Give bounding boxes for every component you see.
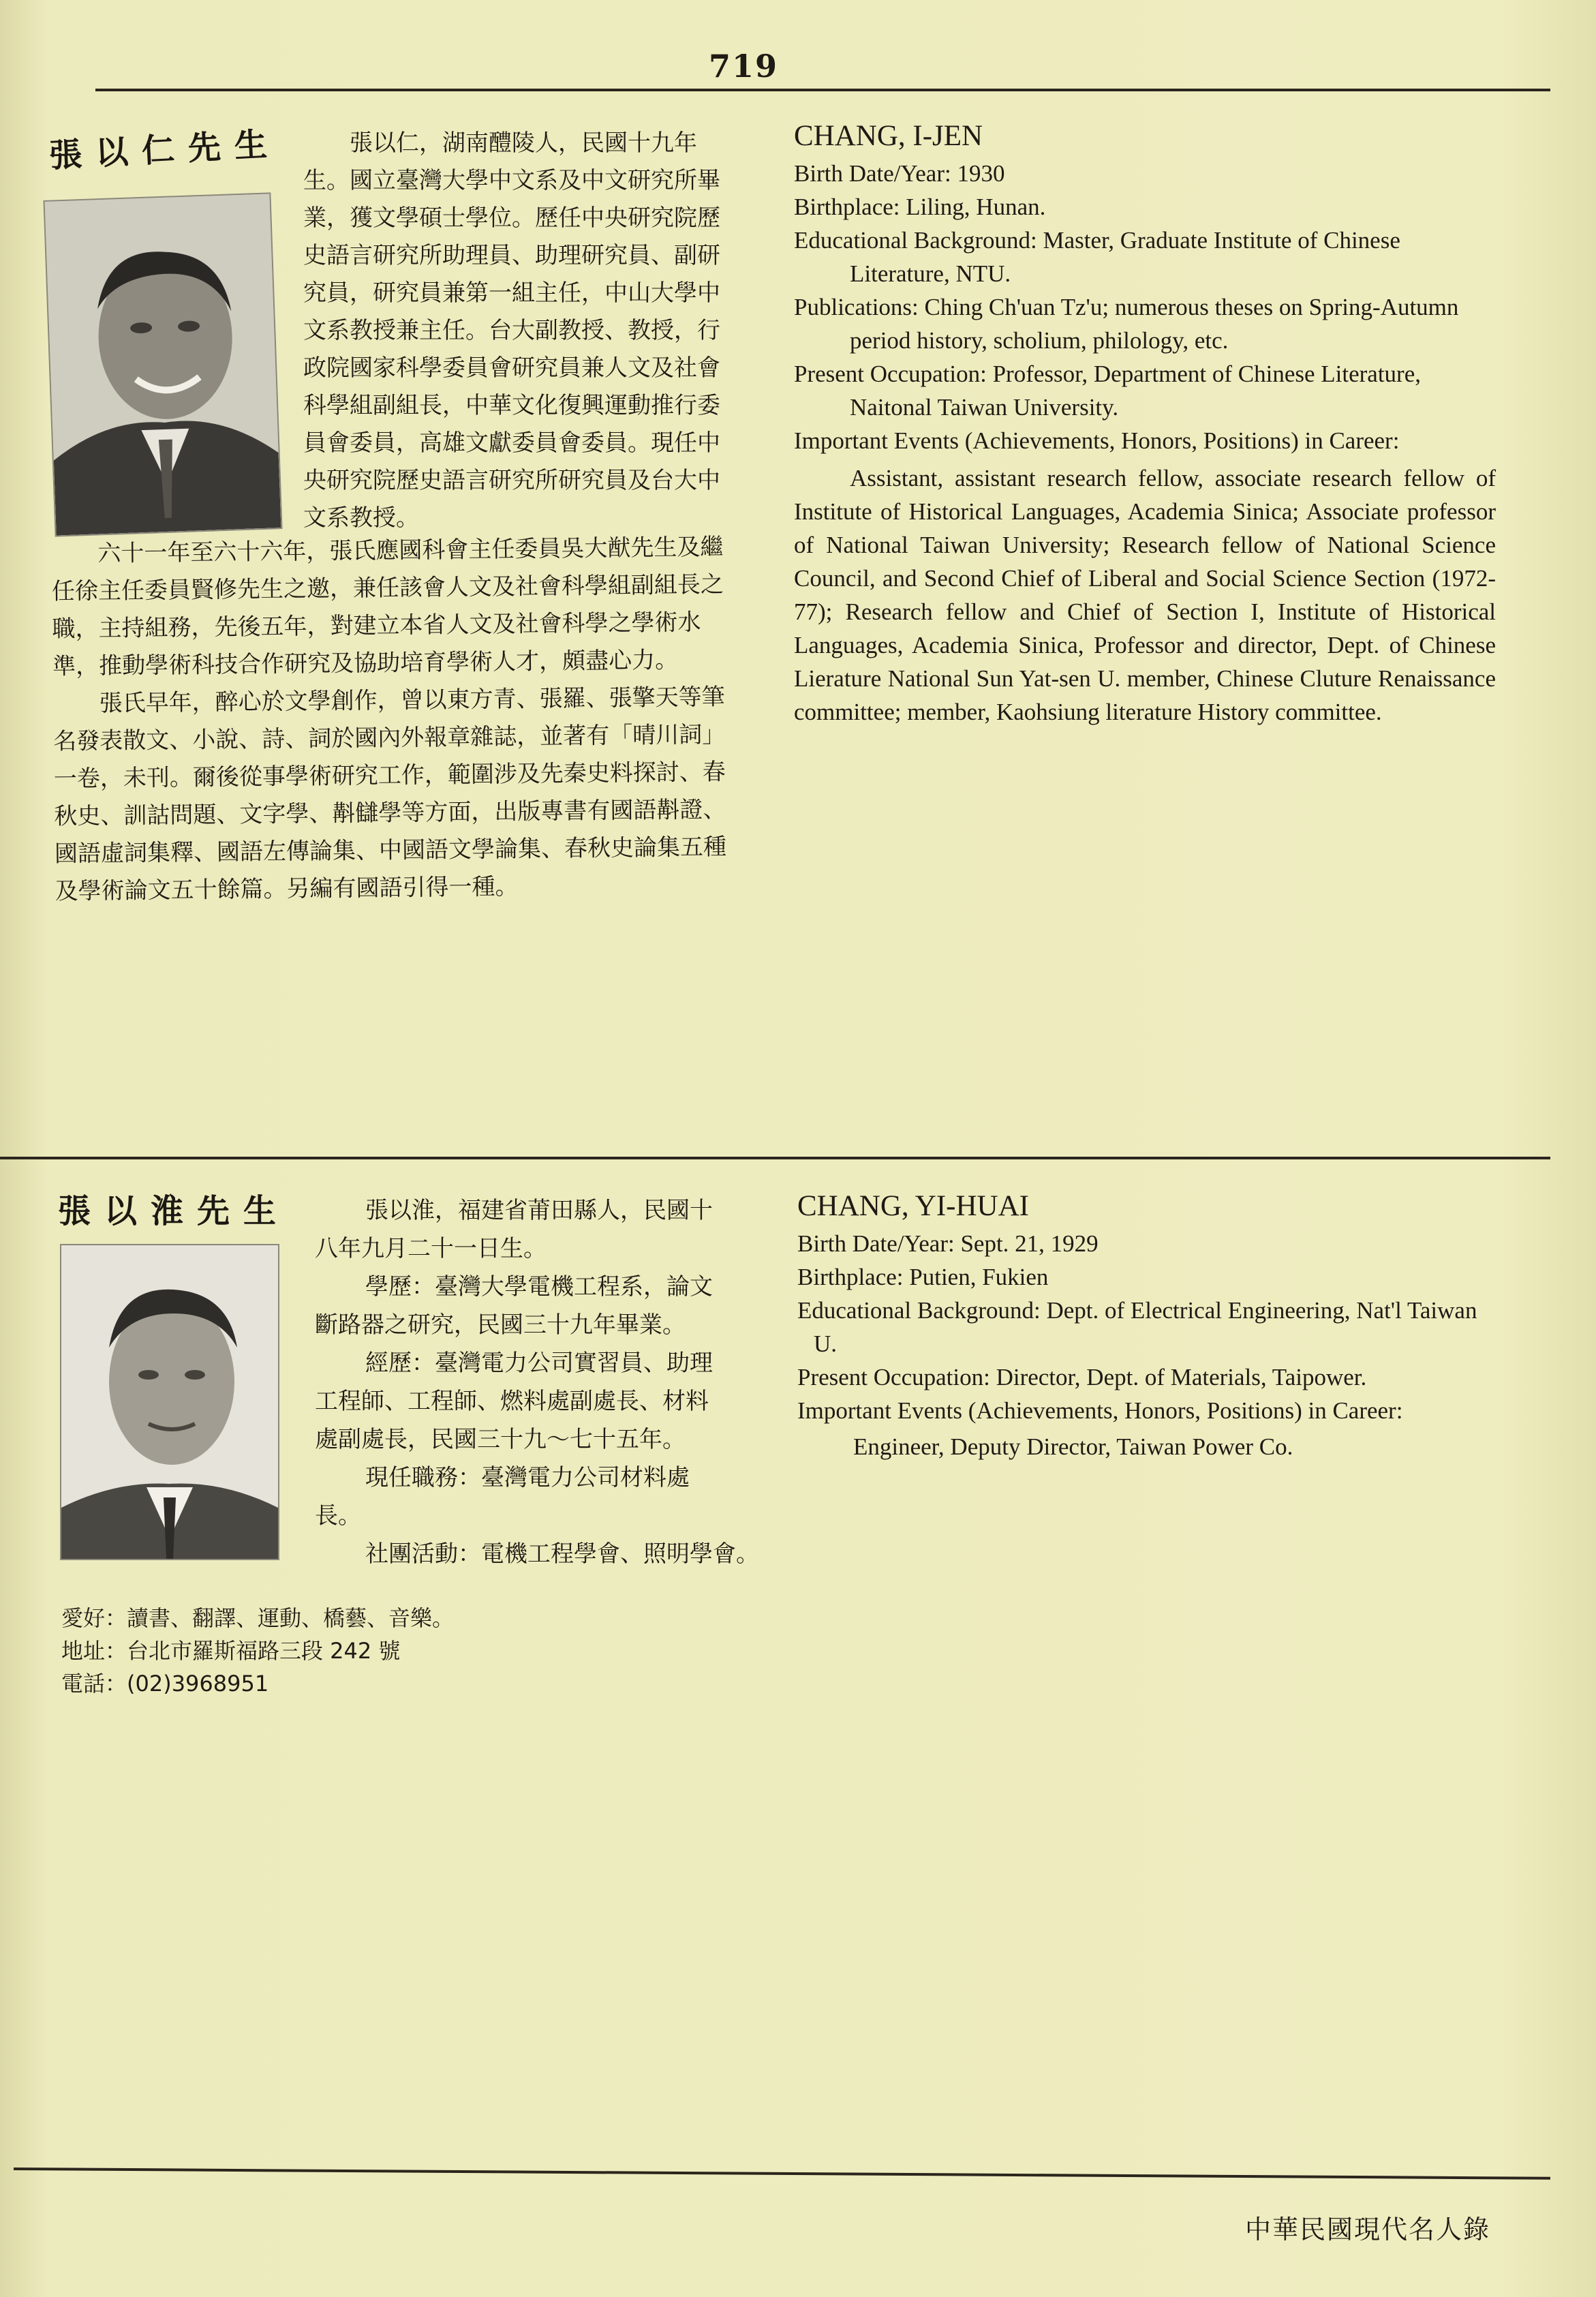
- top-rule: [95, 89, 1550, 91]
- entry2-birthplace: Birthplace: Putien, Fukien: [797, 1264, 1049, 1290]
- entry2-chinese-current-position: 現任職務：臺灣電力公司材料處長。: [315, 1464, 690, 1530]
- entry2-occupation: Present Occupation: Director, Dept. of Materials, Taipower.: [797, 1364, 1367, 1390]
- entry1-english-bio: [794, 117, 1496, 729]
- entry2-chinese-name: 張以淮先生: [58, 1192, 290, 1230]
- bleed-through-texture-top: [838, 866, 1492, 1070]
- entry2-english-bio: [797, 1187, 1499, 1463]
- entry2-events-heading: Important Events (Achievements, Honors, Positions) in Career:: [797, 1397, 1403, 1424]
- book-title-footer: 中華民國現代名人錄: [1244, 2215, 1490, 2245]
- entry2-chinese-education: 學歷：臺灣大學電機工程系，論文斷路器之研究，民國三十九年畢業。: [315, 1273, 713, 1339]
- entry2-chinese-intro: 張以淮，福建省莆田縣人，民國十八年九月二十一日生。: [315, 1197, 713, 1262]
- entry2-portrait-photo: [60, 1244, 279, 1560]
- entry2-english-name: CHANG, YI-HUAI: [797, 1190, 1029, 1222]
- entry1-chinese-paragraph-1: 張以仁，湖南醴陵人，民國十九年生。國立臺灣大學中文系及中文研究所畢業，獲文學碩士學位。歷任中央研究院歷史語言研究所助理員、助理研究員、副研究員，研究員兼第一組主任，中山大學中文系教授兼主任。台大副教授、教授，行政院國家科學委員會研究員兼人文及社會科學組副組長，中華文化復興運動推行委員會委員，高雄文獻委員會委員。現任中央研究院歷史語言研究所研究員及台大中文系教授。: [303, 130, 720, 532]
- entry1-chinese-bio-intro: [303, 125, 726, 537]
- entry1-chinese-paragraph-3: 張氏早年，醉心於文學創作，曾以東方青、張羅、張擎天等筆名發表散文、小說、詩、詞於國內外報章雜誌，並著有「晴川詞」一卷，未刊。爾後從事學術研究工作，範圍涉及先秦史料探討、春秋史、訓詁問題、文字學、斠讎學等方面，出版專書有國語斠證、國語虛詞集釋、國語左傳論集、中國語文學論集、春秋史論集五種及學術論文五十餘篇。另編有國語引得一種。: [53, 683, 727, 905]
- page-number: 719: [709, 48, 779, 85]
- entry1-chinese-paragraph-2: 六十一年至六十六年，張氏應國科會主任委員吳大猷先生及繼任徐主任委員賢修先生之邀，兼任該會人文及社會科學組副組長之職，主持組務，先後五年，對建立本省人文及社會科學之學術水準，推動學術科技合作研究及協助培育學術人才，頗盡心力。: [51, 533, 724, 681]
- entry2-birth-date: Birth Date/Year: Sept. 21, 1929: [797, 1230, 1099, 1257]
- entry1-birth-date: Birth Date/Year: 1930: [794, 160, 1005, 187]
- entry2-chinese-experience: 經歷：臺灣電力公司實習員、助理工程師、工程師、燃料處副處長、材料處副處長，民國三十九～七十五年。: [315, 1350, 713, 1453]
- entry2-hobbies: 愛好：讀書、翻譯、運動、橋藝、音樂。: [61, 1605, 455, 1631]
- entry1-occupation: Present Occupation: Professor, Department of Chinese Literature, Naitonal Taiwan University.: [794, 361, 1421, 421]
- portrait-image: [45, 194, 281, 535]
- entry2-chinese-bio-bottom: [61, 1602, 675, 1700]
- entry1-portrait-photo: [43, 192, 282, 536]
- entry2-phone: 電話：(02)3968951: [61, 1671, 269, 1697]
- entry2-career-text: Engineer, Deputy Director, Taiwan Power Co.: [853, 1433, 1293, 1460]
- entry-divider-rule: [0, 1157, 1550, 1159]
- bleed-through-texture-bottom: [797, 1445, 1479, 2079]
- entry1-career-text: Assistant, assistant research fellow, associate research fellow of Institute of Historical Languages, Academia Sinica; Associate professor of National Taiwan University; Research fellow of National Science Council, and Second Chief of Liberal and Social Science Section (1972-77); Research fellow and Chief of Section I, Institute of Historical Languages, Academia Sinica, Professor and director, Dept. of Chinese Lierature National Sun Yat-sen U. member, Chinese Cluture Renaissance committee; member, Kaohsiung literature History committee.: [794, 465, 1496, 725]
- entry1-chinese-bio-rest: [51, 529, 730, 911]
- entry1-english-name: CHANG, I-JEN: [794, 120, 983, 152]
- entry2-education: Educational Background: Dept. of Electrical Engineering, Nat'l Taiwan U.: [797, 1297, 1477, 1357]
- entry1-education: Educational Background: Master, Graduate Institute of Chinese Literature, NTU.: [794, 227, 1400, 287]
- bottom-rule: [14, 2167, 1550, 2180]
- entry1-chinese-name: 張以仁先生: [48, 125, 282, 175]
- entry1-events-heading: Important Events (Achievements, Honors, Positions) in Career:: [794, 427, 1400, 454]
- entry1-publications: Publications: Ching Ch'uan Tz'u; numerous theses on Spring-Autumn period history, scholium, philology, etc.: [794, 294, 1459, 354]
- entry2-chinese-bio-right: [315, 1191, 759, 1573]
- entry2-address: 地址：台北市羅斯福路三段 242 號: [61, 1638, 401, 1664]
- portrait-image: [61, 1245, 278, 1559]
- entry1-birthplace: Birthplace: Liling, Hunan.: [794, 194, 1046, 220]
- entry2-chinese-associations: 社團活動：電機工程學會、照明學會。: [365, 1540, 759, 1568]
